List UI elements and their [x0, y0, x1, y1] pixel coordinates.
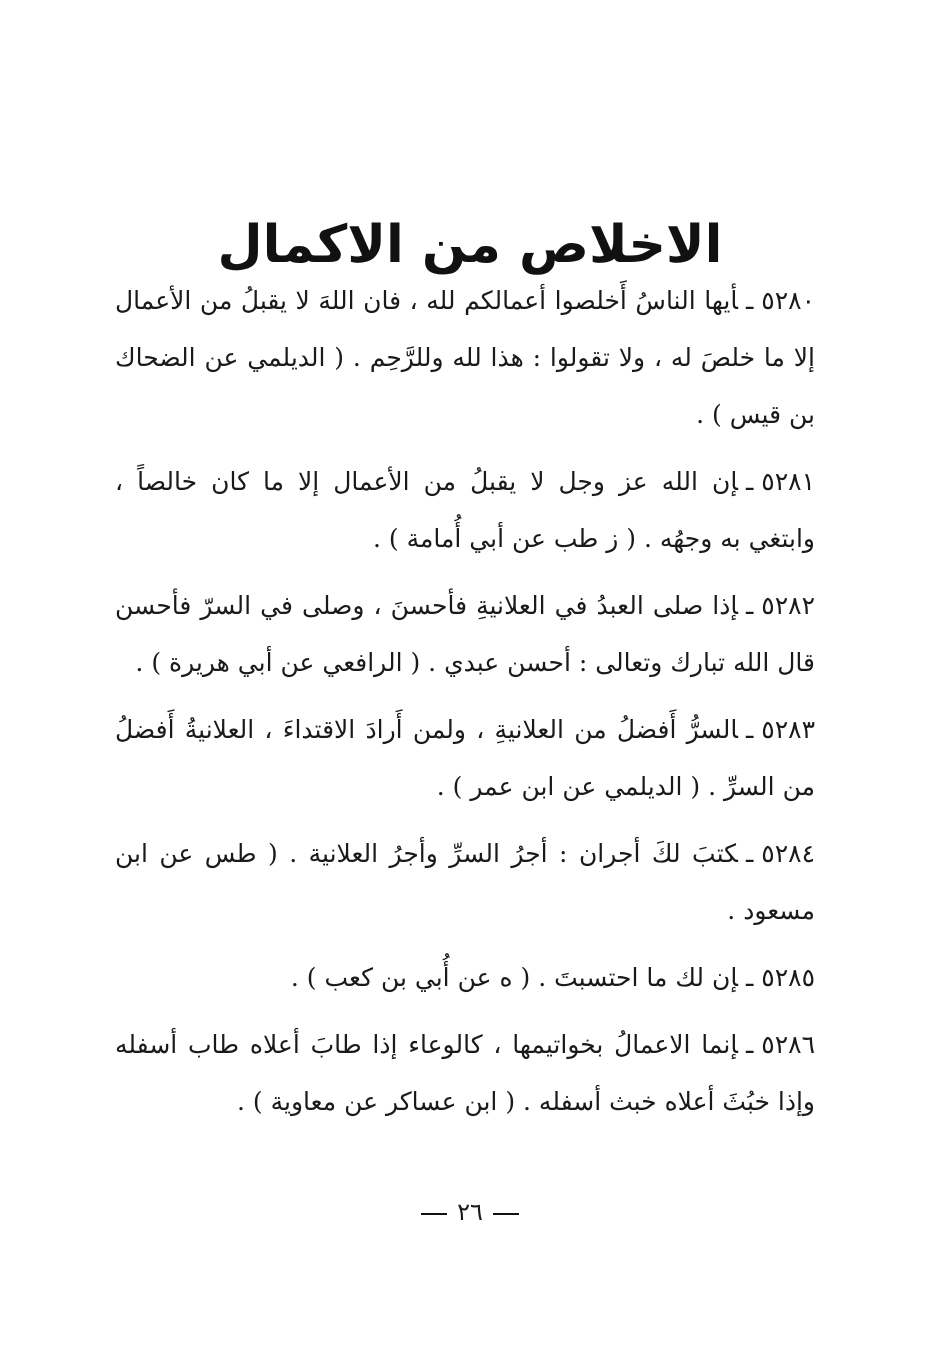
section-title: الاخلاص من الاكمال: [217, 214, 723, 275]
page-number: [0, 1192, 940, 1232]
hadith-text: إنما الاعمالُ بخواتيمها ، كالوعاء إذا طابَ أعلاه طاب أسفله وإذا خبُثَ أعلاه خبث أسفله . ( ابن عساكر عن معاوية ) .: [115, 1030, 815, 1116]
hadith-number: ٥٢٨٢: [761, 591, 815, 620]
hadith-number: ٥٢٨٤: [761, 839, 815, 868]
hadith-entry: [115, 577, 815, 691]
hadith-entry: [115, 453, 815, 567]
dash-separator: ـ: [745, 839, 754, 868]
hadith-text: السرُّ أَفضلُ من العلانيةِ ، ولمن أَرادَ الاقتداءَ ، العلانيةُ أَفضلُ من السرِّ . ( الديلمي عن ابن عمر ) .: [115, 715, 815, 801]
hadith-entry: [115, 272, 815, 443]
hadith-number: ٥٢٨٦: [761, 1030, 815, 1059]
hadith-number: ٥٢٨٣: [761, 715, 815, 744]
hadith-entry: [115, 701, 815, 815]
dash-separator: ـ: [745, 1030, 754, 1059]
hadith-number: ٥٢٨٠: [761, 286, 815, 315]
dash-separator: ـ: [745, 467, 754, 496]
hadith-text: كتبَ لكَ أجران : أجرُ السرِّ وأجرُ العلانية . ( طس عن ابن مسعود .: [115, 839, 815, 925]
hadith-text: أيها الناسُ أَخلصوا أعمالكم لله ، فان اللهَ لا يقبلُ من الأعمال إلا ما خلصَ له ، ولا تقولوا : هذا لله وللرَّحِم . ( الديلمي عن الضحاك بن قيس ) .: [115, 286, 815, 429]
dash-separator: ـ: [745, 286, 754, 315]
hadith-text: إن الله عز وجل لا يقبلُ من الأعمال إلا ما كان خالصاً ، وابتغي به وجهُه . ( ز طب عن أبي أُمامة ) .: [115, 467, 815, 553]
hadith-text: إن لك ما احتسبتَ . ( ه عن أُبي بن كعب ) .: [290, 963, 738, 992]
hadith-entry: [115, 949, 815, 1006]
right-rule: [421, 1213, 447, 1215]
hadith-text: إذا صلى العبدُ في العلانيةِ فأحسنَ ، وصلى في السرّ فأحسن قال الله تبارك وتعالى : أحسن عبدي . ( الرافعي عن أبي هريرة ) .: [115, 591, 815, 677]
hadith-number: ٥٢٨٥: [761, 963, 815, 992]
hadith-entry: [115, 825, 815, 939]
hadith-number: ٥٢٨١: [761, 467, 815, 496]
left-rule: [493, 1213, 519, 1215]
dash-separator: ـ: [745, 963, 754, 992]
page-number-value: ٢٦: [457, 1198, 483, 1226]
dash-separator: ـ: [745, 591, 754, 620]
dash-separator: ـ: [745, 715, 754, 744]
hadith-entry: [115, 1016, 815, 1130]
hadith-list: [115, 272, 815, 1140]
